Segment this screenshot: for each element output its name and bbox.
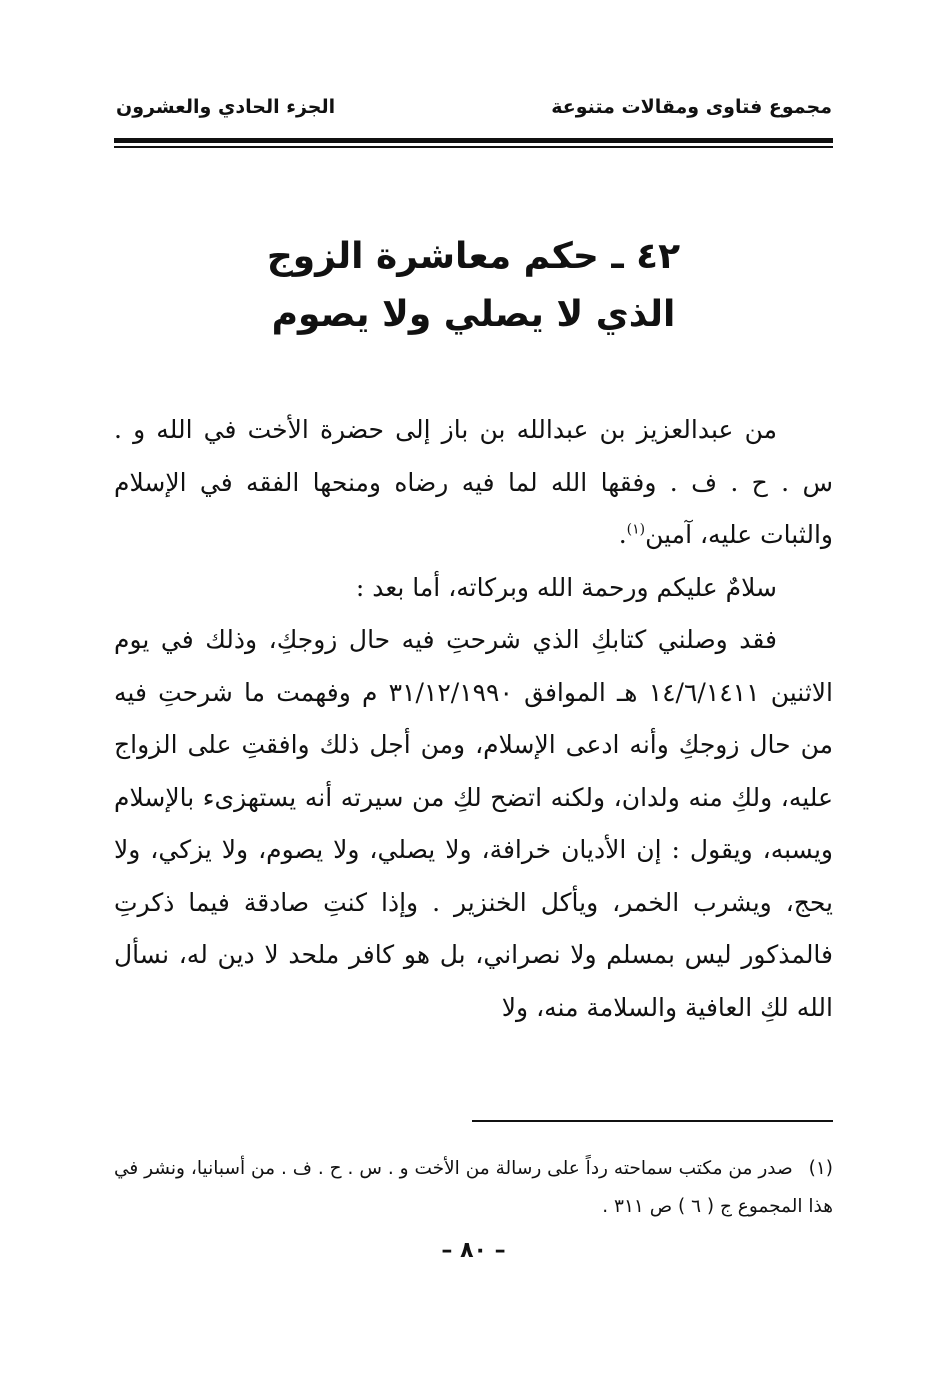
page-number: – ٨٠ – xyxy=(441,1238,506,1263)
footnote xyxy=(114,1150,833,1226)
volume-label: الجزء الحادي والعشرون xyxy=(116,96,336,118)
opening-period: . xyxy=(618,520,627,549)
footnote-separator xyxy=(472,1120,833,1122)
fatwa-title xyxy=(114,228,833,344)
letter-body xyxy=(114,404,833,1034)
opening-paragraph xyxy=(114,404,833,562)
running-header xyxy=(116,96,832,118)
footnote-marker: (١) xyxy=(808,1158,833,1179)
greeting-paragraph: سلامٌ عليكم ورحمة الله وبركاته، أما بعد : xyxy=(355,572,777,602)
opening-text: من عبدالعزيز بن عبدالله بن باز إلى حضرة الأخت في الله و . س . ح . ف . وفقها الله لما فيه رضاه ومنحها الفقه في الإسلام والثبات عليه، آمين xyxy=(114,415,833,549)
header-rule-thin xyxy=(114,146,833,148)
title-line-2: الذي لا يصلي ولا يصوم xyxy=(271,294,676,335)
title-line-1: ٤٢ ـ حكم معاشرة الزوج xyxy=(266,236,681,277)
footnote-reference: (١) xyxy=(626,521,646,538)
book-title: مجموع فتاوى ومقالات متنوعة xyxy=(551,96,832,118)
header-rule xyxy=(114,138,833,143)
footnote-text: صدر من مكتب سماحته رداً على رسالة من الأخت و . س . ح . ف . من أسبانيا، ونشر في هذا المجموع ج ( ٦ ) ص ٣١١ . xyxy=(114,1158,833,1217)
main-paragraph: فقد وصلني كتابكِ الذي شرحتِ فيه حال زوجكِ، وذلك في يوم الاثنين ١٤/٦/١٤١١ هـ الموافق ٣١/١٢/١٩٩٠ م وفهمت ما شرحتِ فيه من حال زوجكِ وأنه ادعى الإسلام، ومن أجل ذلك وافقتِ على الزواج عليه، ولكِ منه ولدان، ولكنه اتضح لكِ من سيرته أنه يستهزىء بالإسلام ويسبه، ويقول : إن الأديان خرافة، ولا يصلي، ولا يصوم، ولا يزكي، ولا يحج، ويشرب الخمر، ويأكل الخنزير . وإذا كنتِ صادقة فيما ذكرتِ فالمذكور ليس بمسلم ولا نصراني، بل هو كافر ملحد لا دين له، نسأل الله لكِ العافية والسلامة منه، ولا xyxy=(114,625,834,1022)
